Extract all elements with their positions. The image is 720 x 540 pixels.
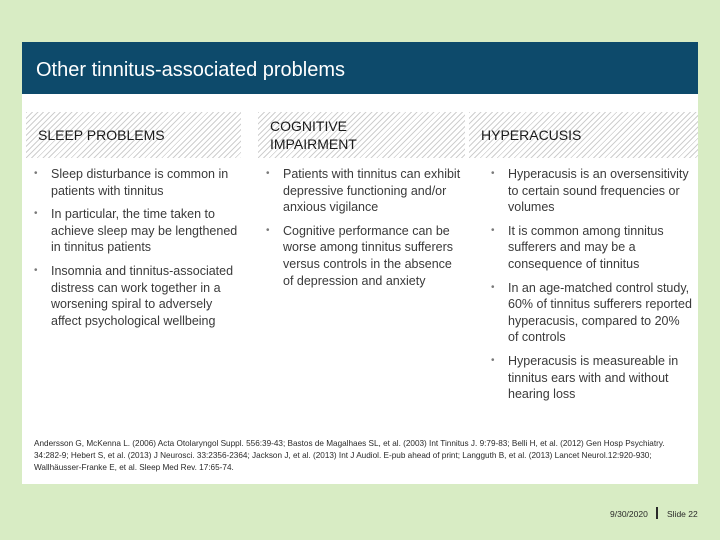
list-item: • Cognitive performance can be worse among tinnitus sufferers versus controls in the absence of depression and anxiety	[266, 223, 453, 288]
list-item: • Hyperacusis is an oversensitivity to certain sound frequencies or volumes	[491, 167, 689, 215]
title-bar	[22, 42, 698, 94]
references: Andersson G, McKenna L. (2006) Acta Otolaryngol Suppl. 556:39-43; Bastos de Magalhaes SL, et al. (2003) Int Tinnitus J. 9:79-83; Belli H, et al. (2012) Gen Hosp Psychiatry. 34:282-9; Hebert S, et al. (2013) J Neurosci. 33:2356-2364; Jackson J, et al. (2013) Int J Audiol. E-pub ahead of print; Langguth B, et al. (2013) Lancet Neurol.12:920-930; Wallhäusser-Franke E, et al. Sleep Med Rev. 17:65-74.	[34, 439, 665, 472]
list-item: • Sleep disturbance is common in patients with tinnitus	[34, 167, 229, 198]
list-item: • It is common among tinnitus sufferers and may be a consequence of tinnitus	[491, 223, 664, 271]
bullet-icon: •	[491, 354, 495, 366]
footer-date: 9/30/2020	[610, 509, 648, 519]
column-header-hyperacusis	[469, 112, 698, 158]
bullet-icon: •	[34, 208, 38, 220]
bullet-icon: •	[34, 168, 38, 179]
list-item: • Hyperacusis is measureable in tinnitus ears with and without hearing loss	[491, 353, 679, 402]
bullet-icon: •	[34, 264, 38, 276]
column-header-cognitive	[258, 112, 465, 158]
sleep-bullet-list	[30, 166, 242, 336]
list-item: • In an age-matched control study, 60% of tinnitus sufferers reported hyperacusis, compared to 20% of controls	[491, 280, 692, 345]
list-item: • In particular, the time taken to achieve sleep may be lengthened in tinnitus patients	[34, 207, 238, 255]
list-item: • Insomnia and tinnitus-associated distress can work together in a worsening spiral to adversely affect psychological wellbeing	[34, 263, 234, 328]
column-heading-hyperacusis: HYPERACUSIS	[481, 127, 582, 143]
list-item: • Patients with tinnitus can exhibit depressive functioning and/or anxious vigilance	[266, 167, 461, 215]
bullet-icon: •	[266, 168, 270, 179]
column-heading-cognitive: COGNITIVE IMPAIRMENT	[270, 118, 357, 152]
column-header-sleep	[26, 112, 241, 158]
slide-title: Other tinnitus-associated problems	[36, 59, 346, 81]
bullet-icon: •	[491, 224, 495, 236]
hyperacusis-bullet-list	[487, 166, 692, 410]
bullet-icon: •	[266, 224, 270, 236]
bullet-icon: •	[491, 168, 495, 179]
column-heading-sleep: SLEEP PROBLEMS	[38, 127, 165, 143]
cognitive-bullet-list	[262, 166, 462, 296]
slide-number: Slide 22	[667, 509, 698, 519]
bullet-icon: •	[491, 281, 495, 293]
footer-divider	[656, 507, 658, 519]
